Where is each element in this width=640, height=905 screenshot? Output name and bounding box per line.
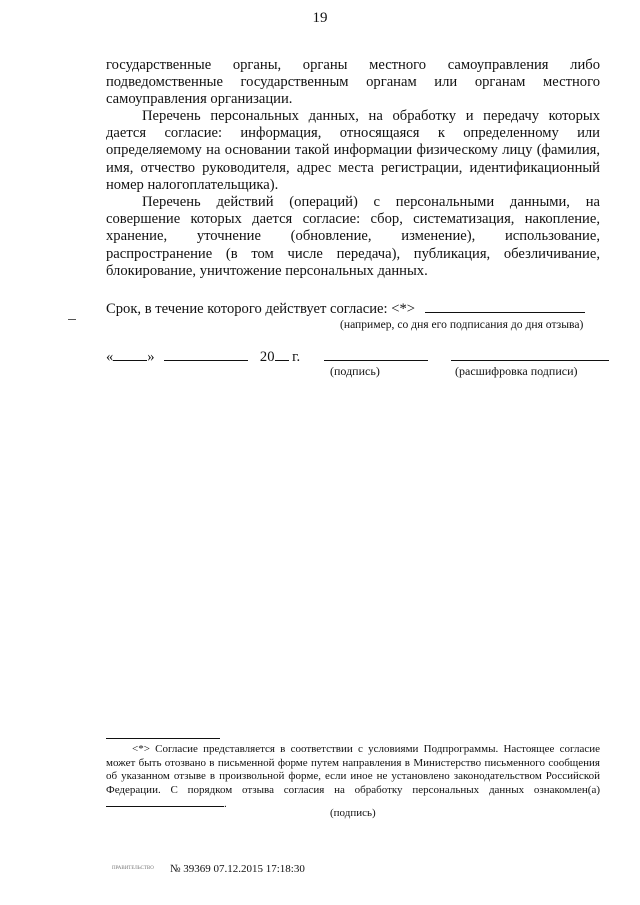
close-quote: » bbox=[147, 349, 155, 365]
consent-term-label: Срок, в течение которого действует согласие: <*> bbox=[106, 301, 415, 317]
registration-stamp: № 39369 07.12.2015 17:18:30 bbox=[170, 863, 305, 875]
paragraph-1-text: государственные органы, органы местного самоуправления либо подведомственные государственным органам или органам местного самоуправления организации. bbox=[106, 57, 600, 108]
paragraph-2-text: Перечень персональных данных, на обработку и передачу которых дается согласие: информация, относящаяся к определенному или определяемому на основании такой информации физическому лицу (фамилия, имя, отчество руководителя, адрес места регистрации, идентификационный номер налогоплательщика). bbox=[106, 108, 600, 193]
paragraph-actions-list bbox=[106, 194, 600, 280]
signature-hint: (подпись) bbox=[330, 364, 380, 378]
open-quote: « bbox=[106, 349, 114, 365]
paragraph-personal-data-list bbox=[106, 108, 600, 194]
consent-term-hint: (например, со дня его подписания до дня отзыва) bbox=[340, 318, 584, 331]
signature-decoding-field[interactable] bbox=[451, 348, 609, 361]
consent-term-field[interactable] bbox=[425, 300, 585, 313]
consent-term-row bbox=[106, 300, 606, 318]
stamp-small-text: ПРАВИТЕЛЬСТВО bbox=[112, 866, 154, 871]
footnote-text: <*> Согласие представляется в соответствии с условиями Подпрограммы. Настоящее согласие может быть отозвано в письменной форме путем направления в Министерство письменного сообщения об указанном отзыве в произвольной форме, если иное не установлено законодательством Российской Федерации. С порядком отзыва согласия на обработку персональных данных ознакомлен(а) bbox=[106, 743, 600, 796]
paragraph-3-text: Перечень действий (операций) с персональными данными, на совершение которых дается согласие: сбор, систематизация, накопление, хранение, уточнение (обновление, изменение), использование, распространение (в том числе передача), публикация, обезличивание, блокирование, уничтожение персональных данных. bbox=[106, 194, 600, 279]
signature-decoding-hint: (расшифровка подписи) bbox=[455, 364, 578, 378]
paragraph-1 bbox=[106, 57, 600, 109]
signature-field[interactable] bbox=[324, 348, 428, 361]
footnote-signature-hint: (подпись) bbox=[330, 807, 376, 819]
footnote-signature-field[interactable] bbox=[106, 797, 224, 807]
footnote bbox=[106, 743, 600, 812]
year-prefix: 20 bbox=[259, 349, 275, 365]
year-suffix: г. bbox=[288, 349, 301, 365]
year-field[interactable] bbox=[275, 348, 289, 361]
footnote-end: . bbox=[224, 798, 227, 811]
footnote-separator bbox=[106, 738, 220, 739]
month-field[interactable] bbox=[164, 348, 248, 361]
day-field[interactable] bbox=[113, 348, 147, 361]
page-number: 19 bbox=[312, 10, 328, 26]
margin-dash bbox=[68, 319, 76, 320]
